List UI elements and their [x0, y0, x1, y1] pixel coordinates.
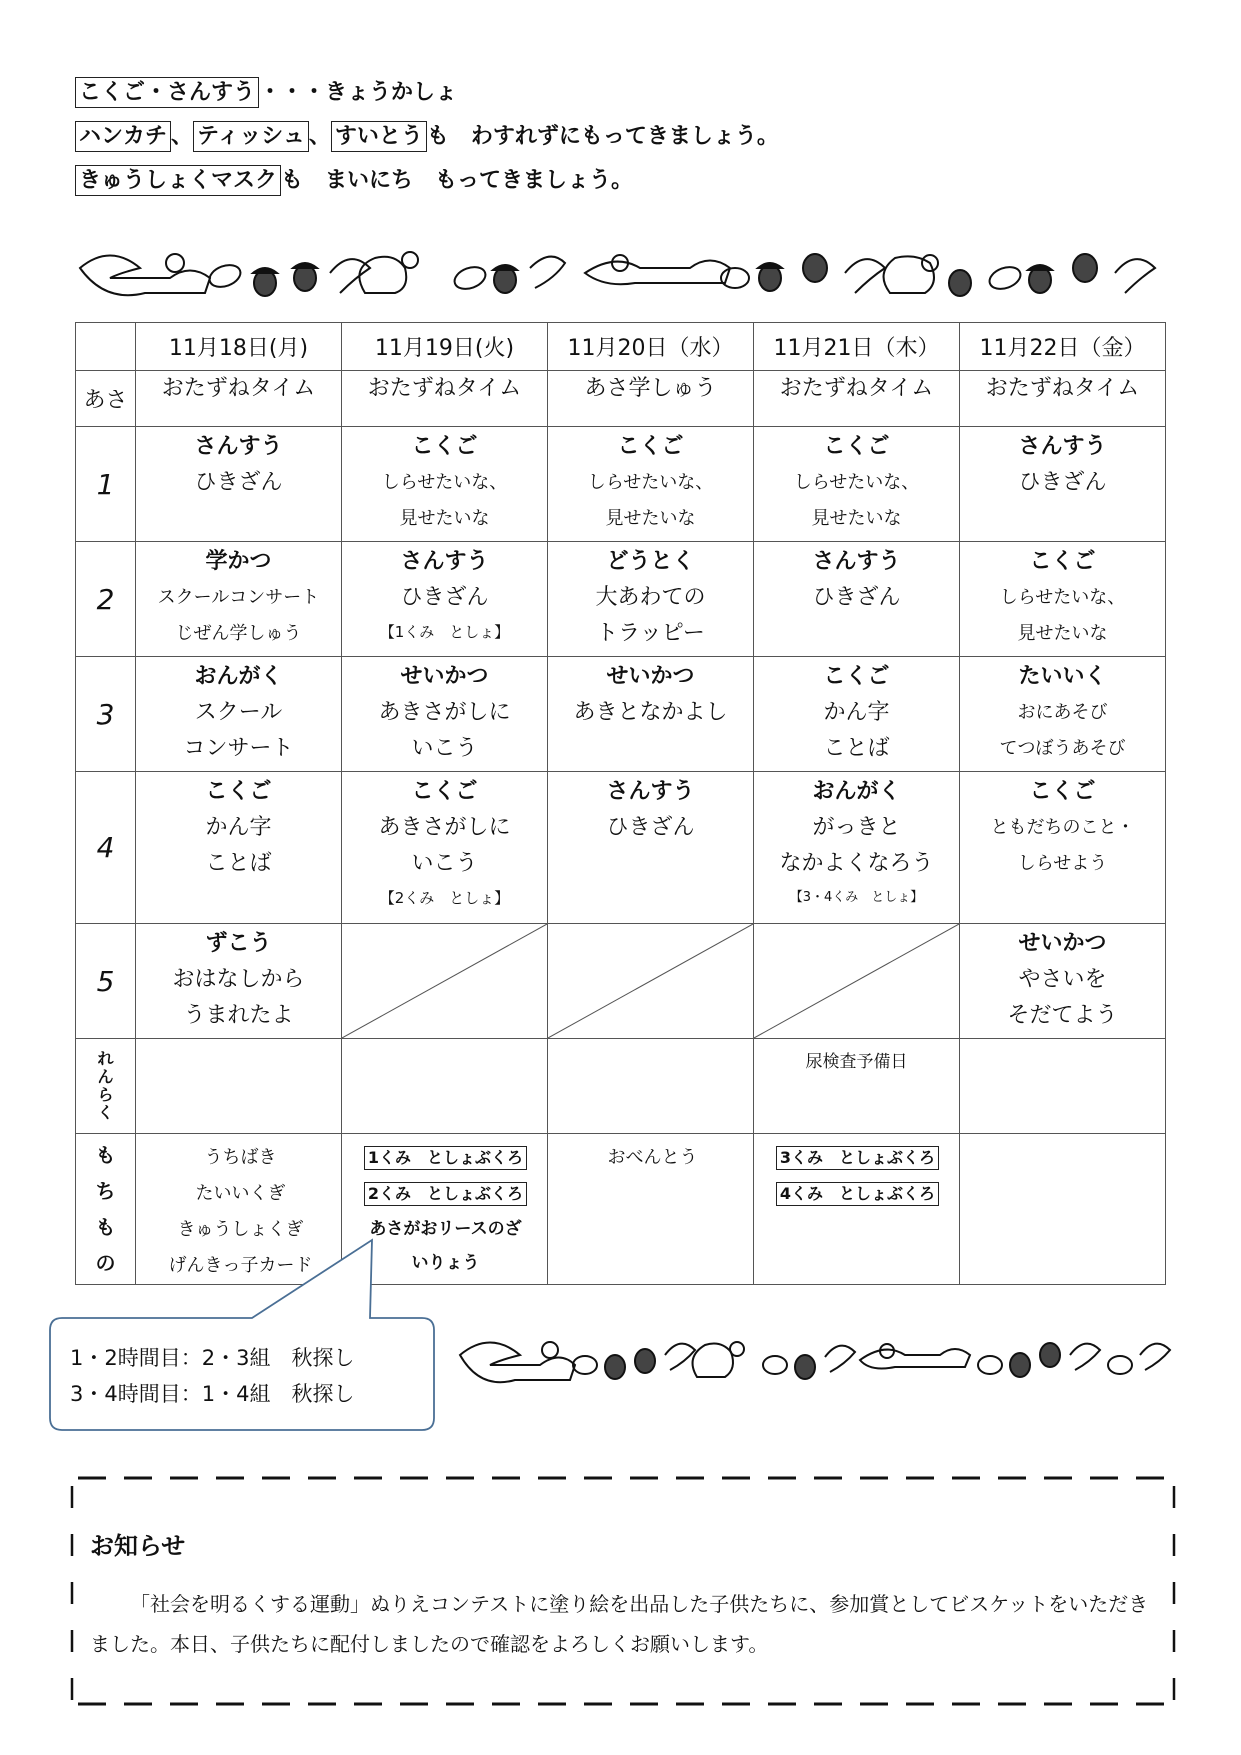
- lesson-line: おにあそび: [1017, 702, 1108, 723]
- subject: こくご: [411, 434, 478, 459]
- leaf-icon: [1115, 259, 1155, 293]
- lesson-cell: [548, 772, 754, 924]
- lesson-line: スクール: [194, 700, 283, 725]
- subject: 学かつ: [205, 549, 272, 574]
- lesson-line: コンサート: [183, 736, 294, 761]
- diagonal-line-icon: [342, 924, 547, 1038]
- squirrel-icon: [359, 257, 406, 293]
- lesson-cell: [342, 427, 548, 542]
- note-text: も わすれずにもってきましょう。: [426, 124, 779, 149]
- callout-line: 1・2時間目：2・3組 秋探し: [70, 1346, 355, 1370]
- lesson-line: 見せたいな: [605, 508, 696, 529]
- lesson-line: スクールコンサート: [157, 587, 320, 608]
- lesson-cell: [960, 427, 1166, 542]
- leaf-icon: [845, 259, 885, 293]
- lesson-cell: [754, 772, 960, 924]
- separator: 、: [171, 124, 194, 149]
- leaf-icon: [825, 1346, 855, 1372]
- lesson-line: 見せたいな: [1017, 623, 1108, 644]
- mochimono-cell: [754, 1134, 960, 1285]
- notice-title: お知らせ: [90, 1532, 186, 1560]
- notice-box: [68, 1466, 1178, 1716]
- subject: こくご: [1029, 549, 1096, 574]
- row-label-renraku: れ ん ら く: [76, 1039, 136, 1134]
- row-label: あさ: [76, 371, 136, 427]
- lesson-line: かん字: [205, 815, 272, 840]
- lesson-line: トラッピー: [596, 621, 705, 646]
- lesson-cell: [342, 657, 548, 772]
- callout-line: 3・4時間目：1・4組 秋探し: [70, 1382, 355, 1406]
- lesson-cell: [754, 657, 960, 772]
- decor-border-bottom: [455, 1325, 1175, 1395]
- period-row: [76, 924, 1166, 1039]
- boxed-term: ハンカチ: [75, 121, 171, 152]
- renraku-cell: [342, 1039, 548, 1134]
- no-class-cell: [342, 924, 548, 1039]
- period-row: [76, 657, 1166, 772]
- subject: こくご: [617, 434, 684, 459]
- library-note: 【2くみ としょ】: [379, 889, 510, 907]
- notes: [75, 78, 1175, 210]
- notice-body: 「社会を明るくする運動」ぬりえコンテストに塗り絵を出品した子供たちに、参加賞としてビスケットをいただきました。本日、子供たちに配付しましたので確認をよろしくお願いします。: [90, 1592, 1149, 1656]
- leaf-icon: [1140, 1344, 1170, 1370]
- lesson-line: 大あわての: [595, 585, 706, 610]
- lesson-line: ひきざん: [812, 585, 901, 610]
- day-header: 11月20日（水）: [548, 323, 754, 371]
- mochimono-cell: [548, 1134, 754, 1285]
- leaf-icon: [573, 1356, 597, 1374]
- lesson-line: しらせたいな、: [793, 472, 920, 493]
- subject: こくご: [1029, 779, 1096, 804]
- period-label: 3: [76, 657, 136, 772]
- lesson-cell: [960, 657, 1166, 772]
- lesson-cell: [548, 657, 754, 772]
- lesson-cell: [548, 542, 754, 657]
- subject: おんがく: [812, 779, 901, 804]
- subject: こくご: [205, 779, 272, 804]
- library-note: 【1くみ としょ】: [379, 623, 510, 641]
- lesson-cell: [136, 657, 342, 772]
- lesson-line: うまれたよ: [183, 1003, 294, 1028]
- lesson-cell: [960, 772, 1166, 924]
- lesson-line: ひきざん: [194, 470, 283, 495]
- lesson-line: しらせたいな、: [587, 472, 714, 493]
- lesson-line: かん字: [823, 700, 890, 725]
- item: たいいくぎ: [195, 1183, 286, 1204]
- renraku-cell: [548, 1039, 754, 1134]
- note-textbooks: [75, 78, 1175, 108]
- no-class-cell: [548, 924, 754, 1039]
- note-text: も まいにち もってきましょう。: [281, 168, 634, 193]
- leaf-icon: [665, 1344, 695, 1370]
- squirrel-acorn-border: [75, 238, 1175, 308]
- renraku-row: [76, 1039, 1166, 1134]
- row-label-mochimono: も ち も の: [76, 1134, 136, 1285]
- lesson-line: 見せたいな: [399, 508, 490, 529]
- acorn-icon: [635, 1349, 655, 1373]
- library-note: 【3・4くみ としょ】: [789, 890, 924, 905]
- item: あさがおリースのざ: [369, 1219, 522, 1239]
- leaf-icon: [1070, 1344, 1100, 1370]
- lesson-line: そだてよう: [1007, 1003, 1118, 1028]
- lesson-line: ことば: [823, 736, 890, 761]
- decor-border-top: [75, 238, 1175, 308]
- subject: ずこう: [205, 931, 272, 956]
- lesson-line: じぜん学しゅう: [175, 623, 302, 644]
- period-label: 5: [76, 924, 136, 1039]
- subject: おんがく: [194, 664, 283, 689]
- boxed-term: きゅうしょくマスク: [75, 165, 281, 196]
- period-label: 4: [76, 772, 136, 924]
- squirrel-icon: [693, 1344, 734, 1377]
- acorn-icon: [949, 270, 971, 296]
- lesson-line: やさいを: [1018, 967, 1107, 992]
- asa-cell: おたずねタイム: [754, 371, 960, 427]
- boxed-item: 1くみ としょぶくろ: [364, 1146, 527, 1170]
- item: うちばき: [204, 1147, 277, 1168]
- subject: さんすう: [194, 434, 283, 459]
- diagonal-line-icon: [548, 924, 753, 1038]
- lesson-line: ともだちのこと・: [990, 817, 1135, 838]
- lesson-cell: [960, 924, 1166, 1039]
- subject: たいいく: [1018, 664, 1107, 689]
- header-row: [76, 323, 1166, 371]
- renraku-cell: 尿検査予備日: [754, 1039, 960, 1134]
- lesson-line: ひきざん: [1018, 470, 1107, 495]
- corner-cell: [76, 323, 136, 371]
- asa-cell: おたずねタイム: [342, 371, 548, 427]
- acorn-icon: [1010, 1353, 1030, 1377]
- lesson-line: ひきざん: [400, 585, 489, 610]
- lesson-line: しらせよう: [1017, 853, 1108, 874]
- leaf-icon: [207, 261, 244, 291]
- lesson-line: ひきざん: [606, 815, 695, 840]
- note-text: ・・・きょうかしょ: [259, 80, 458, 105]
- item: おべんとう: [607, 1147, 698, 1168]
- day-header: 11月18日(月): [136, 323, 342, 371]
- squirrel-icon: [80, 256, 210, 296]
- period-row: [76, 772, 1166, 924]
- lesson-line: いこう: [411, 736, 478, 761]
- period-label: 2: [76, 542, 136, 657]
- note-items: [75, 122, 1175, 152]
- acorn-icon: [1040, 1343, 1060, 1367]
- separator: 、: [308, 124, 331, 149]
- lesson-cell: [136, 772, 342, 924]
- item: げんきっ子カード: [168, 1255, 313, 1276]
- callout-bubble: [42, 1318, 440, 1430]
- lesson-cell: [754, 542, 960, 657]
- lesson-line: しらせたいな、: [999, 587, 1126, 608]
- subject: せいかつ: [400, 664, 489, 689]
- acorn-icon: [1073, 254, 1097, 282]
- subject: さんすう: [1018, 434, 1107, 459]
- squirrel-icon: [884, 256, 934, 293]
- boxed-term: ティッシュ: [193, 121, 309, 152]
- subject: せいかつ: [1018, 931, 1107, 956]
- boxed-item: 2くみ としょぶくろ: [364, 1182, 527, 1206]
- day-header: 11月22日（金）: [960, 323, 1166, 371]
- lesson-line: ことば: [205, 851, 272, 876]
- asa-cell: おたずねタイム: [136, 371, 342, 427]
- acorn-icon: [605, 1355, 625, 1379]
- lesson-cell: [342, 542, 548, 657]
- leaf-icon: [1108, 1356, 1132, 1374]
- asa-cell: おたずねタイム: [960, 371, 1166, 427]
- subject: こくご: [823, 664, 890, 689]
- day-header: 11月19日(火): [342, 323, 548, 371]
- lesson-cell: [342, 772, 548, 924]
- subject: さんすう: [606, 779, 695, 804]
- period-row: [76, 542, 1166, 657]
- lesson-line: しらせたいな、: [381, 472, 508, 493]
- lesson-cell: [754, 427, 960, 542]
- subject: こくご: [411, 779, 478, 804]
- subject: どうとく: [606, 549, 695, 574]
- weekly-schedule-table: [75, 322, 1166, 1285]
- lesson-line: がっきと: [812, 815, 901, 840]
- squirrel-icon: [860, 1349, 970, 1368]
- leaf-icon: [452, 263, 489, 293]
- period-row: [76, 427, 1166, 542]
- acorn-icon: [795, 1355, 815, 1379]
- subject: さんすう: [400, 549, 489, 574]
- leaf-icon: [530, 257, 565, 288]
- mochimono-cell: [960, 1134, 1166, 1285]
- renraku-cell: [960, 1039, 1166, 1134]
- lesson-line: おはなしから: [172, 967, 305, 992]
- leaf-icon: [763, 1356, 787, 1374]
- squirrel-acorn-border: [455, 1325, 1175, 1395]
- period-label: 1: [76, 427, 136, 542]
- subject: こくご: [823, 434, 890, 459]
- lesson-line: 見せたいな: [811, 508, 902, 529]
- boxed-item: 4くみ としょぶくろ: [776, 1182, 939, 1206]
- lesson-cell: [960, 542, 1166, 657]
- lesson-cell: [548, 427, 754, 542]
- leaf-icon: [721, 268, 749, 288]
- leaf-icon: [987, 263, 1024, 293]
- no-class-cell: [754, 924, 960, 1039]
- squirrel-icon: [585, 261, 730, 285]
- day-header: 11月21日（木）: [754, 323, 960, 371]
- subject: さんすう: [812, 549, 901, 574]
- boxed-term: こくご・さんすう: [75, 77, 259, 108]
- item: きゅうしょくぎ: [177, 1219, 304, 1240]
- lesson-cell: [136, 924, 342, 1039]
- lesson-line: あきとなかよし: [573, 700, 728, 725]
- boxed-term: すいとう: [331, 121, 427, 152]
- lesson-cell: [136, 427, 342, 542]
- item: いりょう: [411, 1253, 480, 1273]
- lesson-line: いこう: [411, 851, 478, 876]
- boxed-item: 3くみ としょぶくろ: [776, 1146, 939, 1170]
- subject: せいかつ: [606, 664, 695, 689]
- lesson-line: あきさがしに: [378, 700, 511, 725]
- lesson-cell: [136, 542, 342, 657]
- acorn-icon: [803, 254, 827, 282]
- asa-row: [76, 371, 1166, 427]
- diagonal-line-icon: [754, 924, 959, 1038]
- note-mask: [75, 166, 1175, 196]
- lesson-line: てつぼうあそび: [999, 738, 1126, 759]
- lesson-line: あきさがしに: [378, 815, 511, 840]
- renraku-cell: [136, 1039, 342, 1134]
- asa-cell: あさ学しゅう: [548, 371, 754, 427]
- leaf-icon: [978, 1356, 1002, 1374]
- lesson-line: なかよくなろう: [779, 851, 934, 876]
